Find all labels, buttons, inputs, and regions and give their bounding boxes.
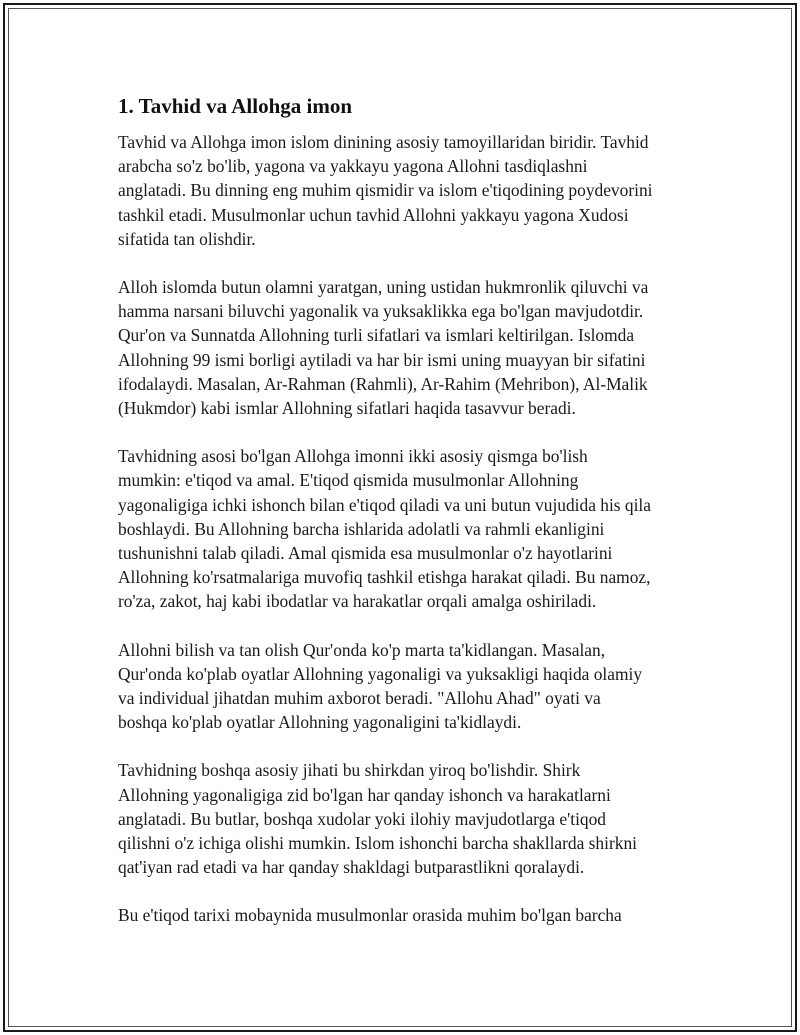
text-line: (Hukmdor) kabi ismlar Allohning sifatlari haqida tasavvur beradi. — [118, 398, 576, 419]
text-line: tashkil etadi. Musulmonlar uchun tavhid Allohni yakkayu yagona Xudosi — [118, 204, 629, 225]
paragraph-list — [118, 130, 690, 928]
text-line: boshlaydi. Bu Allohning barcha ishlarida adolatli va rahmli ekanligini — [118, 518, 605, 539]
text-line: boshqa ko'plab oyatlar Allohning yagonaligini ta'kidlaydi. — [118, 712, 522, 733]
paragraph — [118, 638, 690, 735]
text-line: yagonaligiga ichki ishonch bilan e'tiqod qiladi va uni butun vujudida his qila — [118, 494, 651, 515]
text-line: Tavhid va Allohga imon islom dinining asosiy tamoyillaridan biridir. Tavhid — [118, 132, 649, 152]
text-line: anglatadi. Bu butlar, boshqa xudolar yoki ilohiy mavjudotlarga e'tiqod — [118, 808, 606, 829]
text-line: Allohning yagonaligiga zid bo'lgan har qanday ishonch va harakatlarni — [118, 784, 611, 805]
text-line: Alloh islomda butun olamni yaratgan, uning ustidan hukmronlik qiluvchi va — [118, 277, 649, 298]
paragraph — [118, 275, 690, 420]
text-line: Qur'onda ko'plab oyatlar Allohning yagonaligi va yuksakligi haqida olamiy — [118, 663, 643, 684]
text-line: ifodalaydi. Masalan, Ar-Rahman (Rahmli), Ar-Rahim (Mehribon), Al-Malik — [118, 373, 648, 394]
text-line: Allohni bilish va tan olish Qur'onda ko'p marta ta'kidlangan. Masalan, — [118, 639, 606, 660]
text-line: hamma narsani biluvchi yagonalik va yuksaklikka ega bo'lgan mavjudotdir. — [118, 301, 644, 322]
text-line: Qur'on va Sunnatda Allohning turli sifatlari va ismlari keltirilgan. Islomda — [118, 325, 635, 346]
text-line: Tavhidning asosi bo'lgan Allohga imonni ikki asosiy qismga bo'lish — [118, 446, 588, 467]
text-line: anglatadi. Bu dinning eng muhim qismidir va islom e'tiqodining poydevorini — [118, 180, 653, 201]
document-body — [118, 92, 690, 952]
text-line: arabcha so'z bo'lib, yagona va yakkayu yagona Allohni tasdiqlashni — [118, 156, 588, 177]
text-line: tushunishni talab qiladi. Amal qismida esa musulmonlar o'z hayotlarini — [118, 543, 613, 564]
paragraph — [118, 903, 690, 927]
text-line: qat'iyan rad etadi va har qanday shakldagi butparastlikni qoralaydi. — [118, 857, 585, 878]
paragraph — [118, 444, 690, 613]
text-line: va individual jihatdan muhim axborot beradi. "Allohu Ahad" oyati va — [118, 688, 601, 709]
text-line: sifatida tan olishdir. — [118, 228, 256, 249]
section-heading: 1. Tavhid va Allohga imon — [118, 94, 353, 118]
text-line: Allohning ko'rsatmalariga muvofiq tashkil etishga harakat qiladi. Bu namoz, — [118, 567, 651, 588]
paragraph — [118, 130, 690, 251]
text-line: mumkin: e'tiqod va amal. E'tiqod qismida musulmonlar Allohning — [118, 470, 579, 491]
text-line: qilishni o'z ichiga olishi mumkin. Islom ishonchi barcha shakllarda shirkni — [118, 833, 637, 854]
text-line: Tavhidning boshqa asosiy jihati bu shirkdan yiroq bo'lishdir. Shirk — [118, 760, 581, 781]
paragraph — [118, 758, 690, 879]
text-line: Allohning 99 ismi borligi aytiladi va har bir ismi uning muayyan bir sifatini — [118, 349, 646, 370]
text-line: Bu e'tiqod tarixi mobaynida musulmonlar orasida muhim bo'lgan barcha — [118, 905, 622, 926]
text-line: ro'za, zakot, haj kabi ibodatlar va harakatlar orqali amalga oshiriladi. — [118, 591, 597, 612]
